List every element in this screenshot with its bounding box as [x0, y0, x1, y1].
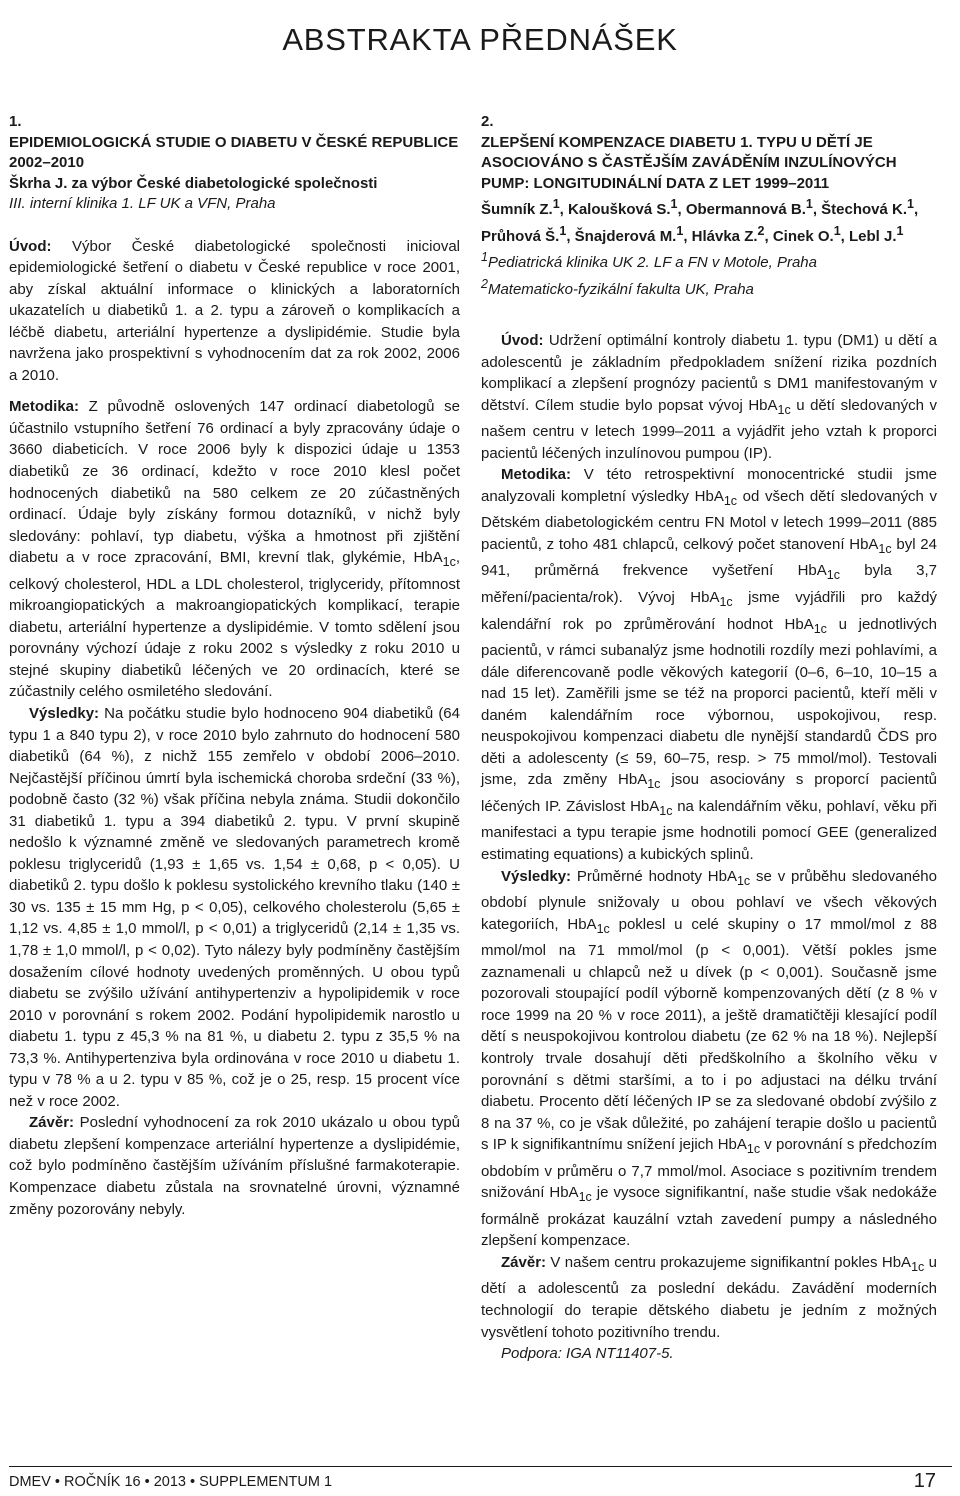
- results-paragraph: [9, 703, 460, 1112]
- affiliation-1: $^1$Pediatrická klinika UK 2. LF a FN v Motole, Praha: [481, 250, 817, 271]
- author-affiliation-mark: 1: [676, 223, 684, 238]
- author-affiliation-mark: 1: [805, 197, 813, 211]
- hba1c-subscript: 1c: [442, 555, 456, 570]
- author-affiliation-mark: 1: [670, 197, 678, 211]
- intro-label: Úvod:: [9, 237, 52, 255]
- abstract-number: 1.: [9, 113, 22, 130]
- journal-footer: DMEV • ROČNÍK 16 • 2013 • SUPPLEMENTUM 1: [9, 1474, 333, 1490]
- author-name: Šnajderová M.: [574, 227, 677, 245]
- author-affiliation-mark: 1: [907, 197, 914, 211]
- conclusion-label: Závěr:: [29, 1114, 75, 1132]
- conclusion-label: Závěr:: [501, 1253, 547, 1271]
- author-affiliation-mark: 2: [757, 223, 765, 238]
- abstract-authors: Škrha J. za výbor České diabetologické společnosti: [9, 174, 378, 192]
- funding-note: Podpora: IGA NT11407-5.: [501, 1345, 674, 1363]
- abstract-number: 2.: [481, 113, 494, 130]
- conclusion-paragraph: [9, 1112, 460, 1220]
- methods-label: Metodika:: [9, 398, 80, 416]
- author-affiliation-mark: 1: [896, 223, 904, 238]
- footer-rule: [9, 1466, 952, 1467]
- author-name: Hlávka Z.: [691, 227, 758, 245]
- intro-paragraph: [9, 236, 460, 387]
- results-label: Výsledky:: [501, 867, 572, 885]
- methods-label: Metodika:: [501, 466, 572, 484]
- results-paragraph: Výsledky: Průměrné hodnoty HbA$_{1c}$ se v průběhu sledovaného období plynule snižovaly u obou pohlaví ve všech věkových kategoriích, HbA$_{1c}$ poklesl u celé skupiny o 17 mmol/mol z 88 mmol/mol na 71 mmol/mol (p < 0,001). Větší pokles jsme zaznamenali u chlapců než u dívek (p < 0,001). Současně jsme pozorovali stoupající podíl výborně kompenzovaných dětí (z 8 % v roce 1999 na 20 % v roce 2011), a ještě dramatičtěji klesající podíl dětí s neuspokojivou kontrolou diabetu (ze 62 % na 18 %). Nejlepší kontroly trvale dosahují děti předškolního a školního věku v porovnání s dětmi staršími, a to i po adjustaci na délku trvání diabetu. Procento dětí léčených IP se za sledované období zvýšilo z 8 na 37 %, co je však důležité, po zahájení terapie došlo u pacientů s IP k signifikantnímu snížení jejich HbA$_{1c}$ v porovnání s předchozím obdobím v průměru o 7,7 mmol/mol. Asociace s pozitivním trendem snižování HbA$_{1c}$ je vysoce signifikantní, naše studie však nedokáže formálně prokázat kauzální vztah zavedení pumpy a následného zlepšení kompenzace.: [481, 867, 938, 1250]
- author-affiliation-mark: 1: [559, 223, 567, 238]
- author-name: Cinek O.: [772, 227, 834, 245]
- author-name: Štechová K.: [821, 201, 908, 218]
- intro-label: Úvod:: [501, 332, 544, 349]
- results-text: Na počátku studie bylo hodnoceno 904 diabetiků (64 typu 1 a 840 typu 2), v roce 2010 bylo zahrnuto do hodnocení 580 diabetiků (64 %), z nichž 155 zemřelo v období 2006–2010. Nejčastější příčinou úmrtí byla ischemická choroba srdeční (33 %), podobně často (32 %) však příčina nebyla známa. Studii dokončilo 31 diabetiků 1. typu a 394 diabetiků 2. typu. V první skupině nedošlo k významné změně ve sledovaných parametrech kromě poklesu triglyceridů (1,93 ± 1,65 vs. 1,54 ± 0,68, p < 0,05). U diabetiků 2. typu došlo k poklesu systolického krevního tlaku (140 ± 30 vs. 135 ± 15 mm Hg, p < 0,05), celkového cholesterolu (5,65 ± 1,12 vs. 4,85 ± 1,0 mmol/l, p < 0,01) a triglyceridů (2,14 ± 1,35 vs. 1,78 ± 1,0 mmol/l, p < 0,02). Tyto nálezy byly podmíněny častějším dosažením cílové hodnoty uvedených proměnných. U obou typů diabetu se zvýšilo užívání antihypertenziv a hypolipidemik v roce 2010 v porovnání s rokem 2002. Podání hypolipidemik narostlo u diabetu 1. typu z 45,3 % na 81 %, u diabetu 2. typu z 35,5 % na 73,3 %. Antihypertenziva byla ordinována v roce 2010 u diabetu 1. typu v 78 % a u 2. typu v 85 %, což je o 25, resp. 15 procent více než v roce 2002.: [9, 704, 460, 1110]
- abstract-authors: Šumník Z.$^1$, Kaloušková S.$^1$, Obermannová B.$^1$, Štechová K.$^1$, Průhová Š.$^1$, Šnajderová M.$^1$, Hlávka Z.$^2$, Cinek O.$^1$, Lebl J.$^1$: [481, 197, 919, 245]
- intro-text: Výbor České diabetologické společnosti inicioval epidemiologické šetření o diabetu v České republice v roce 2001, aby získal aktuální informace o klinických a laboratorních ukazatelích u diabetiků 1. a 2. typu a zároveň o komplikacích a léčbě diabetu, arteriální hypertenze a dyslipidémie. Studie byla navržena jako prospektivní s vyhodnocením dat za rok 2002, 2006 a 2010.: [9, 237, 460, 384]
- author-affiliation-mark: 1: [552, 197, 560, 211]
- abstract-1: [9, 112, 460, 1220]
- results-label: Výsledky:: [29, 704, 100, 722]
- methods-paragraph: Metodika: V této retrospektivní monocentrické studii jsme analyzovali kompletní výsledky HbA$_{1c}$ od všech dětí sledovaných v Dětském diabetologickém centru FN Motol v letech 1999–2011 (885 pacientů, z toho 481 chlapců, celkový počet stanovení HbA$_{1c}$ byl 24 941, průměrná frekvence vyšetření HbA$_{1c}$ byla 3,7 měření/pacienta/rok). Vývoj HbA$_{1c}$ jsme vyjádřili pro každý kalendářní rok po zprůměrování hodnot HbA$_{1c}$ u jednotlivých pacientů, v rámci subanalýz jsme hodnotili rozdíly mezi pohlavími, a dále diferencovaně podle věkových kategorií (0–6, 6–10, 10–15 a nad 15 let). Zaměřili jsme se též na proporci pacientů, kteří měli v daném kalendářním roce výbornou, uspokojivou, resp. neuspokojivou kompenzaci diabetu dle nynější standardů ČDS pro děti a adolescenty (≤ 59, 60–75, resp. > 75 mmol/mol). Testovali jsme, zda změny HbA$_{1c}$ jsou asociovány s proporcí pacientů léčených IP. Závislost HbA$_{1c}$ na kalendářním věku, pohlaví, věku při manifestaci a typu terapie jsme hodnotili pomocí GEE (generalized estimating equations) a kubických splinů.: [481, 466, 937, 864]
- intro-paragraph: Úvod: Udržení optimální kontroly diabetu 1. typu (DM1) u dětí a adolescentů je základním předpokladem snížení rizika pozdních komplikací a zlepšení prognózy pacientů s DM1 manifestovaným v dětství. Cílem studie bylo popsat vývoj HbA$_{1c}$ u dětí sledovaných v našem centru v letech 1999–2011 a vyjádřit jeho vztah k proporci pacientů léčených inzulínovou pumpou (IP).: [481, 332, 937, 462]
- author-name: Průhová Š.: [481, 227, 560, 245]
- abstract-affiliation: III. interní klinika 1. LF UK a VFN, Praha: [9, 195, 276, 212]
- section-heading: ABSTRAKTA PŘEDNÁŠEK: [282, 22, 678, 57]
- conclusion-text: Poslední vyhodnocení za rok 2010 ukázalo u obou typů diabetu zlepšení kompenzace arteriální hypertenze a dyslipidémie, což bylo podmíněno častějším užíváním příslušné farmakoterapie. Kompenzace diabetu zůstala na srovnatelné úrovni, významné změny pozorovány nebyly.: [9, 1114, 460, 1218]
- conclusion-paragraph: Závěr: V našem centru prokazujeme signifikantní pokles HbA$_{1c}$ u dětí a adolescentů za poslední dekádu. Zavádění moderních technologií do terapie dětského diabetu je jedním z možných vysvětlení tohoto pozitivního trendu.: [481, 1253, 937, 1341]
- abstract-title: EPIDEMIOLOGICKÁ STUDIE O DIABETU V ČESKÉ REPUBLICE 2002–2010: [9, 133, 459, 171]
- methods-paragraph: [9, 396, 460, 703]
- methods-text-cont: , celkový cholesterol, HDL a LDL cholesterol, triglyceridy, přítomnost mikroangiopatických a makroangiopatických komplikací, terapie diabetu, arteriální hypertenze a dyslipidémie. V tomto sdělení jsou porovnány výchozí údaje z roku 2002 s výsledky z roku 2010 u stejné skupiny diabetiků léčených ve 20 ordinacích, které se zúčastnily celého osmiletého sledování.: [9, 549, 460, 701]
- author-name: Šumník Z.: [481, 201, 553, 218]
- abstract-2: [481, 112, 937, 1365]
- abstract-title: ZLEPŠENÍ KOMPENZACE DIABETU 1. TYPU U DĚTÍ JE ASOCIOVÁNO S ČASTĚJŠÍM ZAVÁDĚNÍM INZULÍNOVÝCH PUMP: LONGITUDINÁLNÍ DATA Z LET 1999–2011: [481, 133, 897, 192]
- methods-text: Z původně oslovených 147 ordinací diabetologů se účastnilo vstupního šetření 76 ordinací a byly zpracovány údaje o 3660 diabeticích. V roce 2006 byly k dispozici údaje u 1353 diabetiků ze 36 ordinací, kdežto v roce 2010 klesl počet hodnocených diabetiků na 580 celkem ze 20 zúčastněných ordinací. Údaje byly získány formou dotazníků, v nichž byly sledovány: pohlaví, typ diabetu, výška a hmotnost při zjištění diabetu a v roce zpracování, BMI, krevní tlak, glykémie, HbA: [9, 398, 460, 567]
- author-name: Kaloušková S.: [567, 201, 671, 218]
- author-name: Lebl J.: [848, 227, 897, 245]
- author-name: Obermannová B.: [685, 201, 806, 218]
- page-number: 17: [913, 1470, 936, 1492]
- author-affiliation-mark: 1: [833, 223, 841, 238]
- affiliation-2: $^2$Matematicko-fyzikální fakulta UK, Praha: [481, 276, 754, 298]
